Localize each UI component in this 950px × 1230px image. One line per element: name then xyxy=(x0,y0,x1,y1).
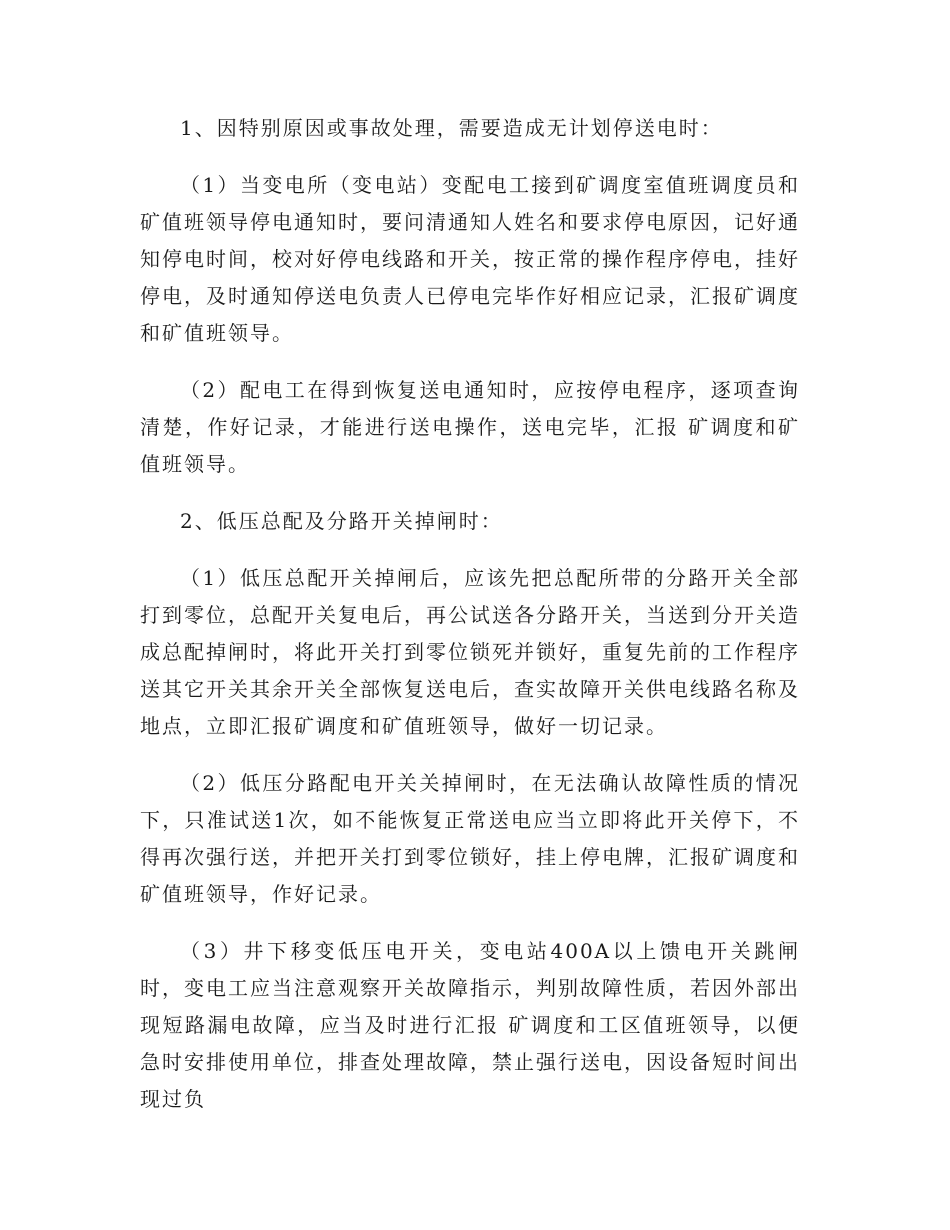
paragraph-1-2: （2）配电工在得到恢复送电通知时，应按停电程序，逐项查询清楚，作好记录，才能进行送电操作，送电完毕，汇报 矿调度和矿值班领导。 xyxy=(140,378,800,476)
section-heading-1: 1、因特别原因或事故处理，需要造成无计划停送电时： xyxy=(180,116,723,140)
paragraph-1-1: （1）当变电所（变电站）变配电工接到矿调度室值班调度员和矿值班领导停电通知时，要问清通知人姓名和要求停电原因，记好通知停电时间，校对好停电线路和开关，按正常的操作程序停电，挂好停电，及时通知停送电负责人已停电完毕作好相应记录，汇报矿调度和矿值班领导。 xyxy=(140,173,800,345)
paragraph-2-3: （3）井下移变低压电开关，变电站400A以上馈电开关跳闸时，变电工应当注意观察开关故障指示，判别故障性质，若因外部出现短路漏电故障，应当及时进行汇报 矿调度和工区值班领导，以便急时安排使用单位，排查处理故障，禁止强行送电，因设备短时间出现过负 xyxy=(140,939,800,1111)
paragraph-2-2: （2）低压分路配电开关关掉闸时，在无法确认故障性质的情况下，只准试送1次，如不能恢复正常送电应当立即将此开关停下，不得再次强行送，并把开关打到零位锁好，挂上停电牌，汇报矿调度和矿值班领导，作好记录。 xyxy=(140,771,800,906)
paragraph-2-1: （1）低压总配开关掉闸后，应该先把总配所带的分路开关全部打到零位，总配开关复电后，再公试送各分路开关，当送到分开关造成总配掉闸时，将此开关打到零位锁死并锁好，重复先前的工作程序送其它开关其余开关全部恢复送电后，查实故障开关供电线路名称及地点，立即汇报矿调度和矿值班领导，做好一切记录。 xyxy=(140,566,800,738)
section-heading-2: 2、低压总配及分路开关掉闸时： xyxy=(180,509,503,533)
